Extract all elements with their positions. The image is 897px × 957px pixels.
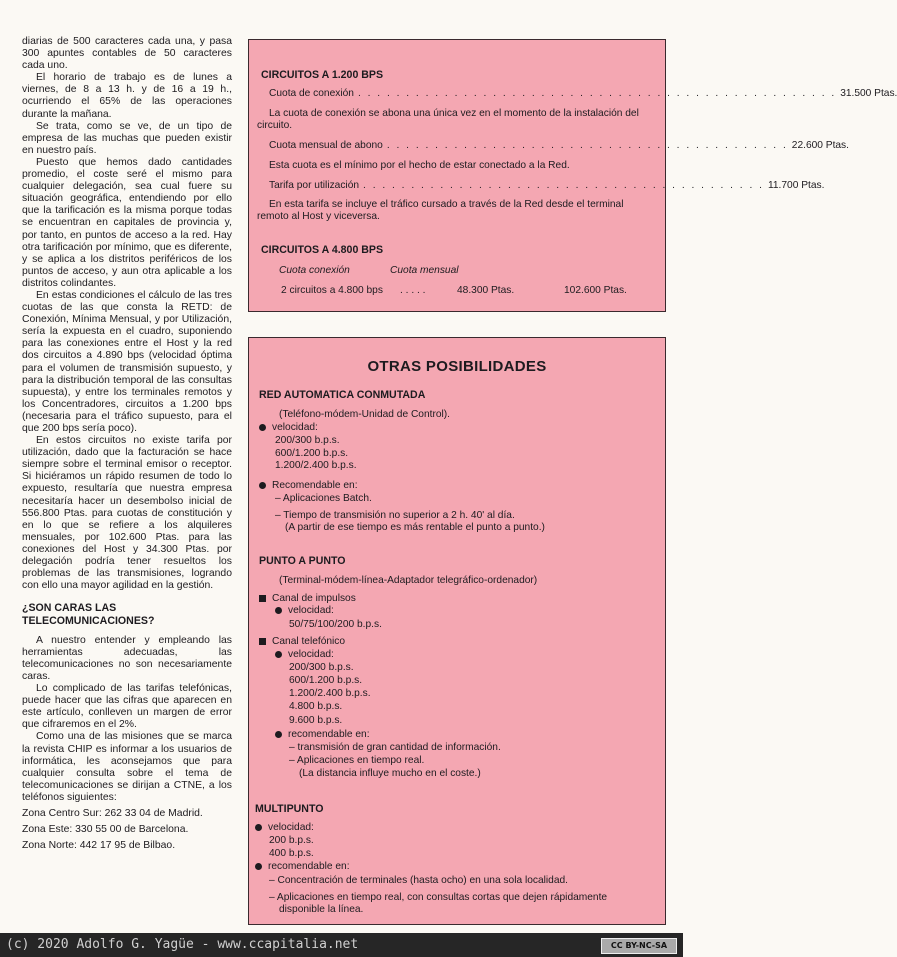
box-title: OTRAS POSIBILIDADES (367, 358, 547, 375)
paragraph-2: El horario de trabajo es de lunes a viernes, de 8 a 13 h. y de 16 a 19 h., ocurriendo el 65% de las operaciones durante la mañana. (22, 72, 232, 120)
multi-rec-item: – Aplicaciones en tiempo real, con consultas cortas que dejen rápidamente (269, 892, 608, 903)
pap-sub: (Terminal-módem-línea-Adaptador telegráfico-ordenador) (279, 575, 538, 586)
footer-credit: (c) 2020 Adolfo G. Yagüe - www.ccapitalia.net (6, 937, 359, 952)
leader-dots: . . . . . . . . . . . . . . . . . . . . . . . . . . . . . . . . . . . . . . . . . . (363, 180, 764, 191)
bullet-icon (275, 607, 282, 614)
pap-speed: 1.200/2.400 b.p.s. (289, 688, 371, 699)
multi-vel-label: velocidad: (268, 822, 314, 833)
pap-speed: 4.800 b.p.s. (289, 701, 343, 712)
multi-recomendable (255, 861, 350, 873)
square-bullet-icon (259, 638, 266, 645)
multi-rec-item: – Concentración de terminales (hasta ocho) en una sola localidad. (269, 875, 569, 886)
rac-speed: 600/1.200 b.p.s. (275, 448, 349, 459)
rac-speed: 200/300 b.p.s. (275, 435, 340, 446)
phone-zone-este: Zona Este: 330 55 00 de Barcelona. (22, 824, 189, 836)
rac-rec-item: (A partir de ese tiempo es más rentable el punto a punto.) (285, 522, 545, 533)
paragraph-7: A nuestro entender y empleando las herramientas adecuadas, las telecomunicaciones no son necesariamente caras. (22, 634, 232, 682)
pap-vel1 (275, 605, 334, 617)
tarifa-label: Tarifa por utilización (269, 180, 360, 191)
tarifa-value: 11.700 Ptas. (767, 180, 825, 191)
article-left-column (22, 36, 232, 852)
pap-speed: 600/1.200 b.p.s. (289, 675, 363, 686)
pap-speed: 9.600 b.p.s. (289, 715, 343, 726)
paragraph-3: Se trata, como se ve, de un tipo de empresa de las muchas que pueden existir en nuestro país. (22, 120, 232, 156)
rac-velocidad (259, 422, 318, 434)
pap-rec-label: recomendable en: (288, 729, 370, 740)
phone-zone-norte: Zona Norte: 442 17 95 de Bilbao. (22, 840, 176, 852)
pap-speed: 50/75/100/200 b.p.s. (289, 619, 382, 630)
abono-row (269, 140, 849, 152)
square-bullet-icon (259, 595, 266, 602)
circuit-row-label: 2 circuitos a 4.800 bps (281, 285, 383, 296)
pap-canal-impulsos (259, 593, 356, 605)
pap-canal-telefonico (259, 636, 345, 648)
multi-velocidad (255, 822, 314, 834)
bullet-icon (259, 482, 266, 489)
pap-rec-item: – transmisión de gran cantidad de información. (289, 742, 501, 753)
cc-license-badge[interactable]: CC BY-NC-SA (601, 938, 677, 954)
circuit-row-dots: . . . . . (400, 285, 426, 296)
options-box (248, 337, 666, 925)
paragraph-9: Como una de las misiones que se marca la revista CHIP es informar a los usuarios de informática, les aconsejamos que para cualquier consulta sobre el tema de telecomunicaciones se dirijan a CTNE, a los teléfonos siguientes: (22, 731, 232, 803)
tarifa-note: En esta tarifa se incluye el tráfico cursado a través de la Red desde el terminal remoto al Host y viceversa. (257, 199, 624, 222)
rac-speed: 1.200/2.400 b.p.s. (275, 460, 357, 471)
bullet-icon (275, 651, 282, 658)
bullet-icon (255, 824, 262, 831)
bullet-icon (259, 424, 266, 431)
pap-vel1-label: velocidad: (288, 605, 334, 616)
abono-value: 22.600 Ptas. (791, 140, 849, 151)
col-header-conexion: Cuota conexión (279, 265, 350, 276)
conexion-row (269, 88, 897, 100)
heading-1200: CIRCUITOS A 1.200 BPS (261, 69, 384, 81)
conexion-label: Cuota de conexión (269, 88, 354, 99)
bullet-icon (255, 863, 262, 870)
pap-vel2 (275, 649, 334, 661)
paragraph-4: Puesto que hemos dado cantidades promedio, el coste seré el mismo para cualquier delegación, sea cual fuere su situación geográfica, entendiendo por ello que la tarificación es la misma porque todas se encuentran en capitales de provincia y, por tanto, en puntos de acceso a la red. Hay otra tarificación por mínimo, que es diferente, y se aplica a los distritos periféricos de los puntos de acceso, y aun otra aplicable a los distritos colindantes. (22, 156, 232, 289)
rac-rec-item: – Tiempo de transmisión no superior a 2 h. 40' al día. (275, 510, 515, 521)
pap-speed: 200/300 b.p.s. (289, 662, 354, 673)
abono-note: Esta cuota es el mínimo por el hecho de estar conectado a la Red. (269, 160, 570, 171)
footer-bar (0, 933, 683, 957)
pap-vel2-label: velocidad: (288, 649, 334, 660)
conexion-value: 31.500 Ptas. (840, 88, 897, 99)
pap-heading: PUNTO A PUNTO (259, 555, 346, 567)
pap-canal2-label: Canal telefónico (272, 636, 346, 647)
pap-recomendable (275, 729, 370, 741)
pap-rec-item: – Aplicaciones en tiempo real. (289, 755, 425, 766)
paragraph-1: diarias de 500 caracteres cada una, y pasa 300 apuntes contables de 50 caracteres cada uno. (22, 36, 232, 72)
rac-sub: (Teléfono-módem-Unidad de Control). (279, 409, 451, 420)
multi-rec-label: recomendable en: (268, 861, 350, 872)
leader-dots: . . . . . . . . . . . . . . . . . . . . . . . . . . . . . . . . . . . . . . . . . . (386, 140, 788, 151)
leader-dots: . . . . . . . . . . . . . . . . . . . . . . . . . . . . . . . . . . . . . . . . . . . . . . . . . . (357, 88, 837, 99)
multi-speed: 400 b.p.s. (269, 848, 314, 859)
phone-zone-centro: Zona Centro Sur: 262 33 04 de Madrid. (22, 808, 203, 820)
conexion-note: La cuota de conexión se abona una única vez en el momento de la instalación del circuito. (257, 108, 639, 131)
paragraph-6: En estos circuitos no existe tarifa por utilización, dado que la facturación se hace siempre sobre el terminal emisor o receptor. Si hiciéramos un rápido resumen de todo lo expuesto, resultaría que nuestra empresa necesitaría hacer un desembolso inicial de 556.800 Ptas. para cuotas de constitución y en lo que se refiere a los alquileres mensuales, por 102.600 Ptas. para las conexiones del Host y 34.300 Ptas. por delegación podría tener resueltos los problemas de las transmisiones, logrando con ello una mayor agilidad en la gestión. (22, 435, 232, 592)
circuit-value-mensual: 102.600 Ptas. (564, 285, 627, 296)
circuit-value-conexion: 48.300 Ptas. (457, 285, 515, 296)
section-heading: ¿SON CARAS LAS TELECOMUNICACIONES? (22, 602, 155, 627)
multi-heading: MULTIPUNTO (255, 803, 324, 815)
tariff-box (248, 39, 897, 312)
col-header-mensual: Cuota mensual (390, 265, 459, 276)
heading-4800: CIRCUITOS A 4.800 BPS (261, 244, 384, 256)
pap-rec-item: (La distancia influye mucho en el coste.) (299, 768, 481, 779)
tarifa-row (269, 180, 825, 192)
rac-vel-label: velocidad: (272, 422, 318, 433)
paragraph-8: Lo complicado de las tarifas telefónicas, puede hacer que las cifras que aparecen en este artículo, conlleven un margen de error que cifraremos en el 2%. (22, 683, 232, 731)
abono-label: Cuota mensual de abono (269, 140, 383, 151)
rac-rec-label: Recomendable en: (272, 480, 358, 491)
rac-rec-item: – Aplicaciones Batch. (275, 493, 372, 504)
pap-canal1-label: Canal de impulsos (272, 593, 356, 604)
rac-heading: RED AUTOMATICA CONMUTADA (259, 389, 426, 401)
multi-speed: 200 b.p.s. (269, 835, 314, 846)
bullet-icon (275, 731, 282, 738)
rac-recomendable (259, 480, 358, 492)
multi-rec-item: disponible la línea. (279, 904, 364, 915)
paragraph-5: En estas condiciones el cálculo de las tres cuotas de las que consta la RETD: de Conexión, Mínima Mensual, y por Utilización, sería la expuesta en el cuadro, suponiendo para las conexiones entre el Host y la red dos circuitos a 4.890 bps (velocidad óptima para el volumen de transmisión supuesto, y para la distribución temporal de las consultas supuesta), y entre los terminales remotos y los Concentradores, circuitos a 1.200 bps (necesaria para el tráfico supuesto, para el que 200 bps sería poco). (22, 289, 232, 434)
